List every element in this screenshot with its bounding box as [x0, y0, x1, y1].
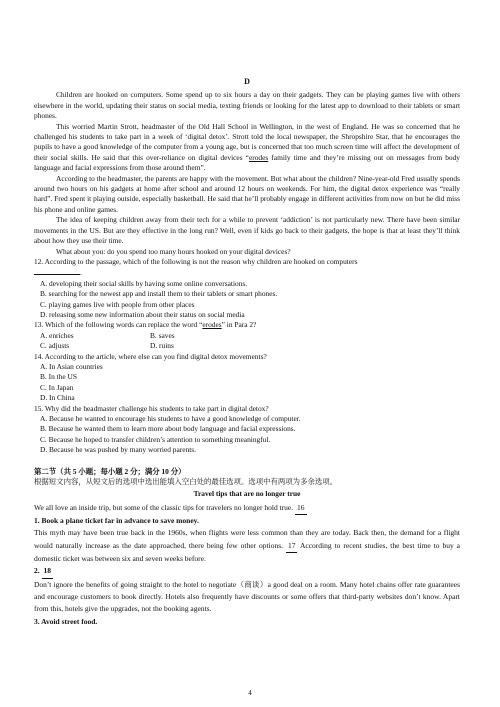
tip2-title: [34, 565, 460, 578]
underlined-word-erodes: erodes: [248, 152, 269, 162]
page-number: 4: [248, 689, 252, 697]
intro-text: We all love an inside trip, but some of the classic tips for travelers no longer hold true.: [34, 502, 294, 512]
option-a: A. enriches: [40, 330, 74, 340]
option-b: B. Because he wanted them to learn more about body language and facial expressions.: [40, 424, 296, 434]
option-a: A. Because he wanted to encourage his students to have a good knowledge of computer.: [40, 414, 301, 423]
passage-paragraph-5: What about you: do you spend too many hours hooked on your digital devices?: [56, 246, 291, 256]
option-a: A. developing their social skills by having some online conversations.: [40, 278, 248, 288]
option-b: B. searching for the newest app and install them to their tablets or smart phones.: [40, 289, 278, 299]
question-stem-end: ” in Para 2?: [221, 320, 257, 330]
passage-paragraph-4: The idea of keeping children away from their tech for a while to prevent ‘addiction’ is not particularly new. There have been similar movements in the US. But are they effective in the long run? Well, even if kids go back to their gadgets, the hope is that at least they’ll think about how they use their time.: [34, 215, 460, 246]
section2-heading: 第二节（共 5 小题；每小题 2 分；满分 10 分）: [34, 466, 186, 476]
passage-paragraph-1: Children are hooked on computers. Some spend up to six hours a day on their gadgets. They can be playing games live with others elsewhere in the world, updating their status on social media, texting friends or looking for the latest app to download to their tablets or smart phones.: [34, 90, 460, 121]
tip2-number: 2.: [34, 566, 40, 576]
answer-blank: [34, 267, 80, 275]
content-column: [34, 0, 460, 628]
question-12: 12. According to the passage, which of the following is not the reason why children are hooked on computers . A. developing their social skills by having some online conversations. B. searching for the newest app and install them to their tablets or smart phones. C. playing games live with people from other places D. releasing some new information about their status on social media: [34, 257, 460, 320]
blank-16: 16: [295, 502, 307, 515]
section2-instruction: 根据短文内容，从短文后的选项中选出能填入空白处的最佳选项。选项中有两项为多余选项。: [34, 477, 338, 487]
blank-17: 17: [286, 540, 298, 553]
tip1-text: [34, 527, 460, 565]
option-d: D. Because he was pushed by many worried parents.: [40, 445, 196, 455]
tip3-title: 3. Avoid street food.: [34, 616, 98, 626]
passage-paragraph-3: According to the headmaster, the parents are happy with the movement. But what about the children? Nine-year-old Fred usually spends around two hours on his gadgets at home after school and around 12 hours on weekends. For him, the digital detox experience was “really hard”. Fred spent it playing outside, especially basketball. He said that he’ll probably engage in different activities from now on but he did miss his phone and online games.: [34, 173, 460, 214]
section2-intro: [34, 502, 460, 515]
option-a: A. In Asian countries: [40, 361, 103, 371]
question-13: [34, 320, 460, 351]
question-stem: 12. According to the passage, which of the following is not the reason why children are hooked on computers: [34, 256, 358, 266]
question-14: [34, 352, 460, 404]
option-d: D. releasing some new information about their status on social media: [40, 309, 245, 319]
underlined-word: erodes: [202, 320, 222, 330]
question-15: [34, 404, 460, 456]
tip1-text-b: According to recent studies, the best time to buy a domestic ticket was between six and seven weeks before.: [34, 540, 461, 564]
tip1-text-a: This myth may have been true back in the 1960s, when flights were less common than they are today. Back then, the demand for a flight would naturally increase as the date approached, there being few other options.: [34, 528, 460, 550]
question-stem: 15. Why did the headmaster challenge his students to take part in digital detox?: [34, 403, 269, 413]
tip2-text: Don’t ignore the benefits of going straight to the hotel to negotiate（商谈）a good deal on a room. Many hotel chains offer rate guarantees and encourage customers to book directly. Hotels also frequently have discounts or some offers that third-party websites don’t know. Apart from this, hotels give the upgrades, not the booking agents.: [34, 579, 460, 614]
passage-letter: D: [244, 77, 250, 86]
option-c: C. playing games live with people from other places: [40, 299, 195, 309]
option-b: B. In the US: [40, 372, 77, 382]
tip1-title: 1. Book a plane ticket far in advance to save money.: [34, 516, 199, 526]
option-c: C. Because he hoped to transfer children’s attention to something meaningful.: [40, 434, 271, 444]
option-c: C. adjusts: [40, 341, 70, 351]
question-stem: 14. According to the article, where else can you find digital detox movements?: [34, 351, 267, 361]
option-c: C. In Japan: [40, 382, 74, 392]
option-d: D. ruins: [150, 341, 174, 351]
blank-18: 18: [42, 565, 54, 578]
question-stem: 13. Which of the following words can replace the word “: [34, 320, 203, 330]
option-d: D. In China: [40, 393, 75, 403]
option-b: B. saves: [150, 330, 175, 340]
section2-title: Travel tips that are no longer true: [193, 489, 301, 499]
passage-paragraph-2: This worried Martin Strott, headmaster of the Old Hall School in Wellington, in the west of England. He was so concerned that he challenged his students to take part in a week of ‘digital detox’. Strott told the local newspaper, the Shropshire Star, that he encourages the pupils to have a good knowledge of the computer from a young age, but is concerned that too much screen time will affect the development of their social skills. He said that this over-reliance on digital devices “erodes family time and they’re missing out on messages from body language and facial expressions from those around them”.: [34, 121, 460, 173]
